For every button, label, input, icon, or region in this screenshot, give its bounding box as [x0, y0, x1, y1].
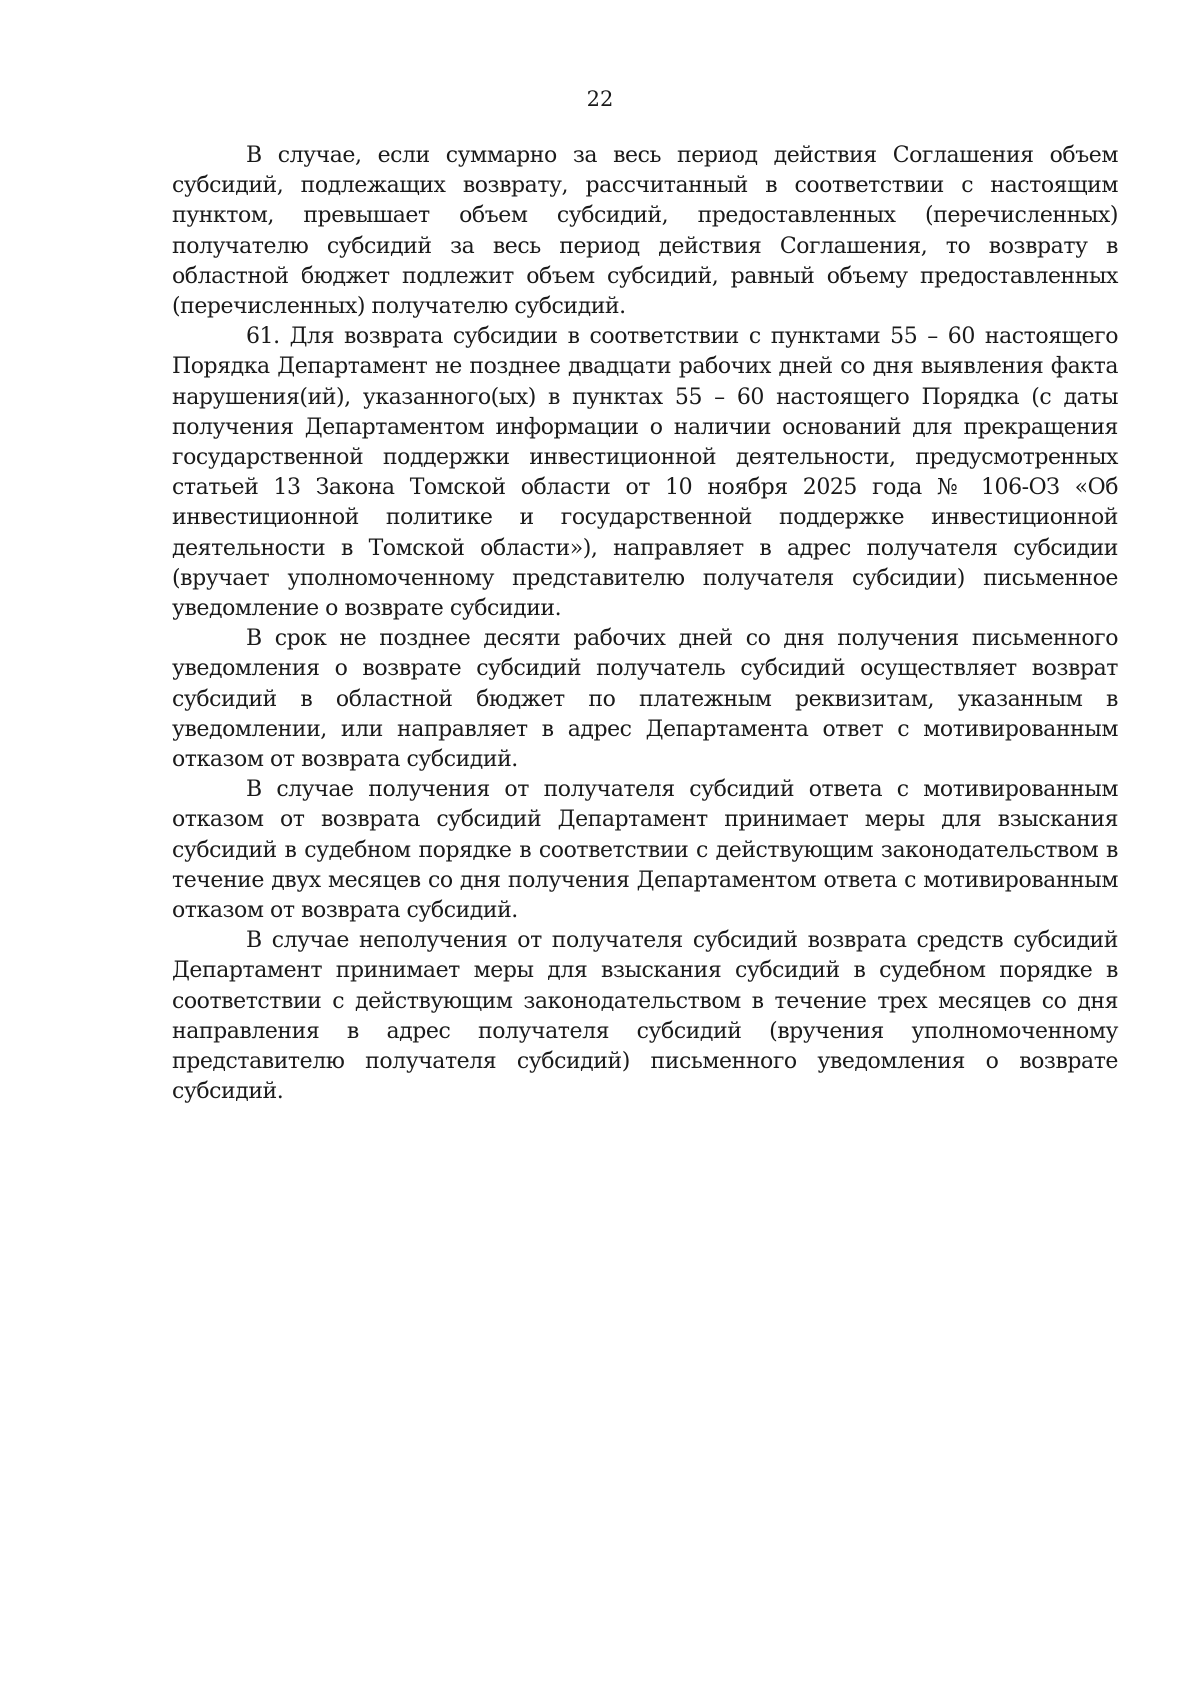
document-body	[172, 141, 1118, 1108]
paragraph-refund-limit: В случае, если суммарно за весь период действия Соглашения объем субсидий, подлежащих возврату, рассчитанный в соответствии с настоящим пунктом, превышает объем субсидий, предоставленных (перечисленных) получателю субсидий за весь период действия Соглашения, то возврату в областной бюджет подлежит объем субсидий, равный объему предоставленных (перечисленных) получателю субсидий.	[172, 143, 1118, 320]
page-number: 22	[586, 87, 614, 111]
paragraph-nonreceipt-recovery: В случае неполучения от получателя субсидий возврата средств субсидий Департамент принимает меры для взыскания субсидий в судебном порядке в соответствии с действующим законодательством в течение трех месяцев со дня направления в адрес получателя субсидий (вручения уполномоченному представителю получателя субсидий) письменного уведомления о возврате субсидий.	[172, 928, 1118, 1105]
paragraph-clause-61: 61. Для возврата субсидии в соответствии с пунктами 55 – 60 настоящего Порядка Департамент не позднее двадцати рабочих дней со дня выявления факта нарушения(ий), указанного(ых) в пунктах 55 – 60 настоящего Порядка (с даты получения Департаментом информации о наличии оснований для прекращения государственной поддержки инвестиционной деятельности, предусмотренных статьей 13 Закона Томской области от 10 ноября 2025 года № 106-ОЗ «Об инвестиционной политике и государственной поддержке инвестиционной деятельности в Томской области»), направляет в адрес получателя субсидии (вручает уполномоченному представителю получателя субсидии) письменное уведомление о возврате субсидии.	[172, 324, 1118, 622]
paragraph-refund-deadline: В срок не позднее десяти рабочих дней со дня получения письменного уведомления о возврате субсидий получатель субсидий осуществляет возврат субсидий в областной бюджет по платежным реквизитам, указанным в уведомлении, или направляет в адрес Департамента ответ с мотивированным отказом от возврата субсидий.	[172, 626, 1118, 773]
paragraph-refusal-recovery: В случае получения от получателя субсидий ответа с мотивированным отказом от возврата субсидий Департамент принимает меры для взыскания субсидий в судебном порядке в соответствии с действующим законодательством в течение двух месяцев со дня получения Департаментом ответа с мотивированным отказом от возврата субсидий.	[172, 777, 1118, 924]
